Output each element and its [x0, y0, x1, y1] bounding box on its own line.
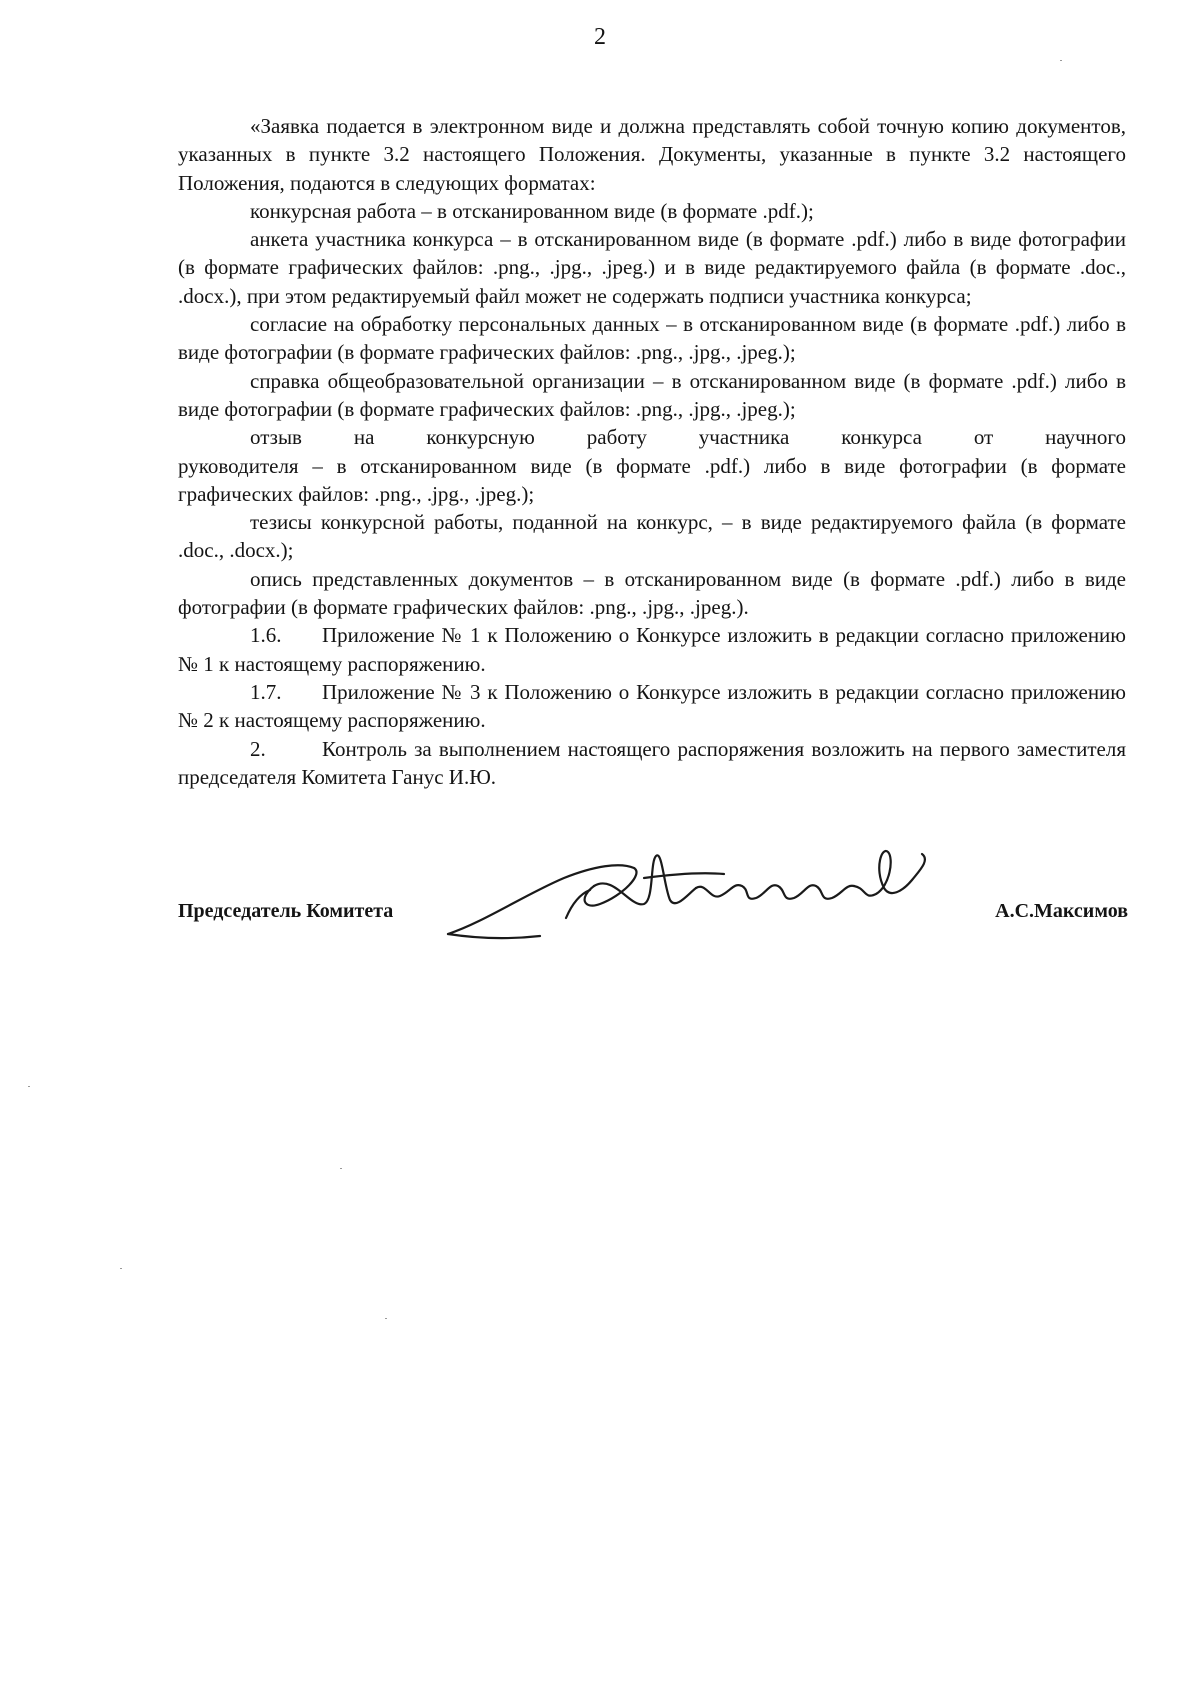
paragraph-theses: тезисы конкурсной работы, поданной на конкурс, – в виде редактируемого файла (в формате .doc., .docx.);	[178, 510, 1126, 563]
paragraph-application-intro: «Заявка подается в электронном виде и должна представлять собой точную копию документов, указанных в пункте 3.2 настоящего Положения. Документы, указанные в пункте 3.2 настоящего Положения, подаются в следующих форматах:	[178, 114, 1126, 195]
paragraph-review-continuation: руководителя – в отсканированном виде (в формате .pdf.) либо в виде фотографии (в формате графических файлов: .png., .jpg., .jpeg.);	[178, 453, 1126, 506]
document-body	[178, 112, 1126, 791]
paragraph-personal-data-consent: согласие на обработку персональных данных – в отсканированном виде (в формате .pdf.) либо в виде фотографии (в формате графических файлов: .png., .jpg., .jpeg.);	[178, 312, 1126, 365]
item-1-7	[178, 678, 1126, 735]
item-text: Приложение № 3 к Положению о Конкурсе изложить в редакции согласно приложению № 2 к настоящему распоряжению.	[178, 679, 1126, 733]
scan-speck	[385, 1318, 387, 1319]
paragraph-participant-form: анкета участника конкурса – в отсканированном виде (в формате .pdf.) либо в виде фотографии (в формате графических файлов: .png., .jpg., .jpeg.) и в виде редактируемого файла (в формате .doc., .docx.), при этом редактируемый файл может не содержать подписи участника конкурса;	[178, 227, 1126, 308]
scan-speck	[340, 1168, 342, 1169]
paragraph-document-inventory: опись представленных документов – в отсканированном виде (в формате .pdf.) либо в виде фотографии (в формате графических файлов: .png., .jpg., .jpeg.).	[178, 566, 1126, 620]
scan-speck	[1060, 60, 1062, 61]
handwritten-signature	[444, 838, 934, 950]
item-text: Приложение № 1 к Положению о Конкурсе изложить в редакции согласно приложению № 1 к настоящему распоряжению.	[178, 623, 1126, 676]
item-number: 1.6.	[250, 623, 282, 648]
scan-speck	[28, 1086, 30, 1087]
item-number: 2.	[250, 736, 266, 761]
scan-speck	[120, 1268, 122, 1269]
item-1-6	[178, 621, 1126, 678]
item-text: Контроль за выполнением настоящего распоряжения возложить на первого заместителя председателя Комитета Ганус И.Ю.	[178, 736, 1126, 789]
page-number: 2	[594, 24, 606, 50]
paragraph-competition-work: конкурсная работа – в отсканированном виде (в формате .pdf.);	[250, 198, 814, 223]
signer-title: Председатель Комитета	[178, 900, 394, 922]
paragraph-review-line: отзыв на конкурсную работу участника конкурса от научного	[250, 425, 1126, 450]
paragraph-school-certificate: справка общеобразовательной организации – в отсканированном виде (в формате .pdf.) либо в виде фотографии (в формате графических файлов: .png., .jpg., .jpeg.);	[178, 368, 1126, 421]
item-number: 1.7.	[250, 679, 282, 704]
signer-name: А.С.Максимов	[995, 900, 1128, 922]
signature-block	[178, 838, 1128, 958]
item-2	[178, 735, 1126, 792]
